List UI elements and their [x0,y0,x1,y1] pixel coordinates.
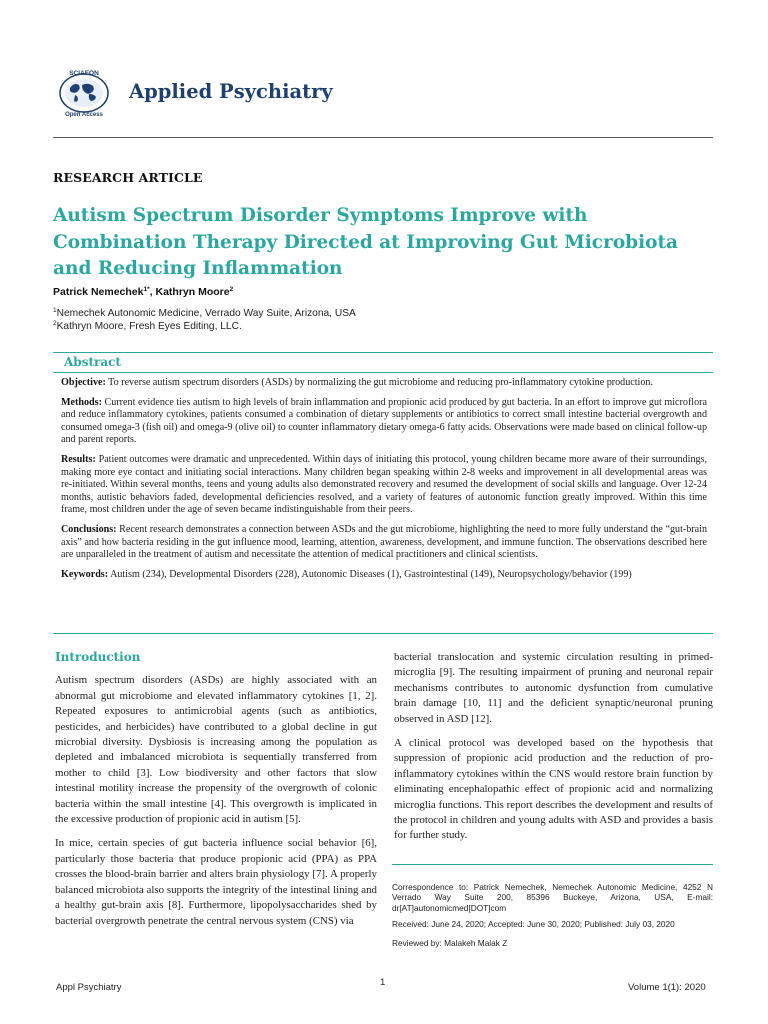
footer-volume: Volume 1(1): 2020 [628,982,706,993]
body-left-column [55,650,377,938]
body-right-column [394,650,713,853]
conclusions-label: Conclusions: [61,523,117,535]
logo-text-top: SCIAEON [69,70,99,77]
body-paragraph: A clinical protocol was developed based on the hypothesis that suppression of propionic acid production and the reduction of pro-inflammatory cytokines within the CNS would restore brain function by eliminating encephalopathic effect of propionic acid and normalizing microglia functions. This report describes the development and results of the protocol in children and young adults with ASD and provides a basis for further study. [394,737,713,842]
footer-journal: Appl Psychiatry [56,982,122,993]
author-1: Patrick Nemechek [53,286,144,298]
objective-label: Objective: [61,377,106,388]
author-separator: , [149,286,156,298]
article-title [53,203,713,283]
methods-text: Current evidence ties autism to high levels of brain inflammation and propionic acid produced by gut bacteria. In an effort to improve gut microflora and reduce inflammatory cytokines, patients consumed a combination of dietary supplements or antibiotics to correct small intestine bacterial overgrowth and consumed omega-3 (fish oil) and omega-9 (olive oil) to counter inflammatory dietary omega-6 fatty acids. Observations were made based on clinical follow-up and parent reports. [61,396,707,446]
header-divider [53,137,713,138]
body-paragraph: In mice, certain species of gut bacteria influence social behavior [6], particularly those bacteria that produce propionic acid (PPA) as PPA crosses the blood-brain barrier and alters brain physiology [7]. A properly balanced microbiota also supports the integrity of the intestinal lining and a healthy gut-brain axis [8]. Furthermore, lipopolysaccharides shed by bacterial overgrowth penetrate the central nervous system (CNS) via [55,837,377,927]
methods-label: Methods: [61,396,102,408]
affiliation-2-sup: 2 [53,320,57,327]
logo-text-bottom: Open Access [65,112,103,118]
affiliation-2 [53,320,242,332]
abstract-conclusions [61,524,707,562]
author-1-sup: 1* [143,286,150,293]
title-line-2: Combination Therapy Directed at Improving Gut Microbiota [53,231,678,253]
journal-title: Applied Psychiatry [129,80,333,103]
author-2-sup: 2 [229,286,234,293]
abstract-results [61,454,707,517]
correspondence-rule [392,864,713,865]
journal-logo [53,66,115,118]
page-number: 1 [380,977,386,988]
keywords-label: Keywords: [61,568,109,580]
abstract-objective [61,377,707,390]
reviewed-by: Reviewed by: Malakeh Malak Z [392,938,508,948]
body-paragraph: bacterial translocation and systemic circulation resulting in primed-microglia [9]. The resulting impairment of pruning and neuronal repair mechanisms contributes to autonomic dysfunction from cumulative brain damage [10, 11] and the deficient synaptic/neuronal pruning observed in ASD [12]. [394,651,713,725]
body-paragraph: Autism spectrum disorders (ASDs) are highly associated with an abnormal gut microbiome and elevated inflammatory cytokines [1, 2]. Repeated exposures to antimicrobial agents (such as antibiotics, pesticides, and herbicides) have contributed to a global decline in gut microbial diversity. Dysbiosis is increasing among the population as depleted and imbalanced microbiota is sequentially transferred from mother to child [3]. Low biodiversity and other factors that slow intestinal motility increase the propensity of the overgrowth of colonic bacteria within the small intestine [4]. This overgrowth is implicated in the excessive production of propionic acid in autism [5]. [55,674,377,826]
abstract-top-rule [53,352,713,353]
abstract-body [61,377,707,588]
title-line-1: Autism Spectrum Disorder Symptoms Improve with [53,205,588,226]
publication-dates: Received: June 24, 2020; Accepted: June 30, 2020; Published: July 03, 2020 [392,919,675,929]
abstract-methods [61,397,707,447]
abstract-heading: Abstract [64,355,121,369]
results-text: Patient outcomes were dramatic and unprecedented. Within days of initiating this protocol, young children became more aware of their surroundings, making more eye contact and initiating social interactions. Many children began speaking within 2-8 weeks and improvement in all developmental areas was re-initiated. Within several months, teens and young adults also demonstrated recovery and resumed the development of social skills and language. Over 12-24 months, autistic behaviors faded, developmental deficiencies resolved, and a variety of features of autonomic function greatly improved. Within this time frame, most children under the age of seven became indistinguishable from their peers. [61,453,707,516]
conclusions-text: Recent research demonstrates a connection between ASDs and the gut microbiome, highlighting the need to more fully understand the “gut-brain axis” and how bacteria residing in the gut influence mood, learning, attention, awareness, development, and immune function. The observations described here are unparalleled in the treatment of autism and necessitate the attention of medical practitioners and clinical scientists. [61,523,707,561]
keywords-text: Autism (234), Developmental Disorders (228), Autonomic Diseases (1), Gastrointestinal (149), Neuropsychology/behavior (199) [108,568,632,580]
abstract-bottom-rule [53,633,713,634]
affiliation-1 [53,307,356,319]
results-label: Results: [61,453,96,465]
title-line-3: and Reducing Inflammation [53,258,343,279]
author-list [53,286,233,298]
affiliation-2-text: Kathryn Moore, Fresh Eyes Editing, LLC. [56,321,242,332]
abstract-heading-rule [53,372,713,373]
introduction-heading: Introduction [55,650,141,664]
affiliation-1-sup: 1 [53,307,57,314]
article-type: RESEARCH ARTICLE [53,170,203,185]
abstract-keywords [61,569,707,582]
objective-text: To reverse autism spectrum disorders (ASDs) by normalizing the gut microbiome and reducing pro-inflammatory cytokine production. [105,377,653,388]
affiliation-1-text: Nemechek Autonomic Medicine, Verrado Way Suite, Arizona, USA [56,308,356,319]
correspondence-text: Correspondence to: Patrick Nemechek, Nemechek Autonomic Medicine, 4252 N Verrado Way Suite 200, 85396 Buckeye, Arizona, USA, E-mail: dr[AT]autonomicmed[DOT]com [392,882,713,913]
author-2: Kathryn Moore [155,286,230,298]
